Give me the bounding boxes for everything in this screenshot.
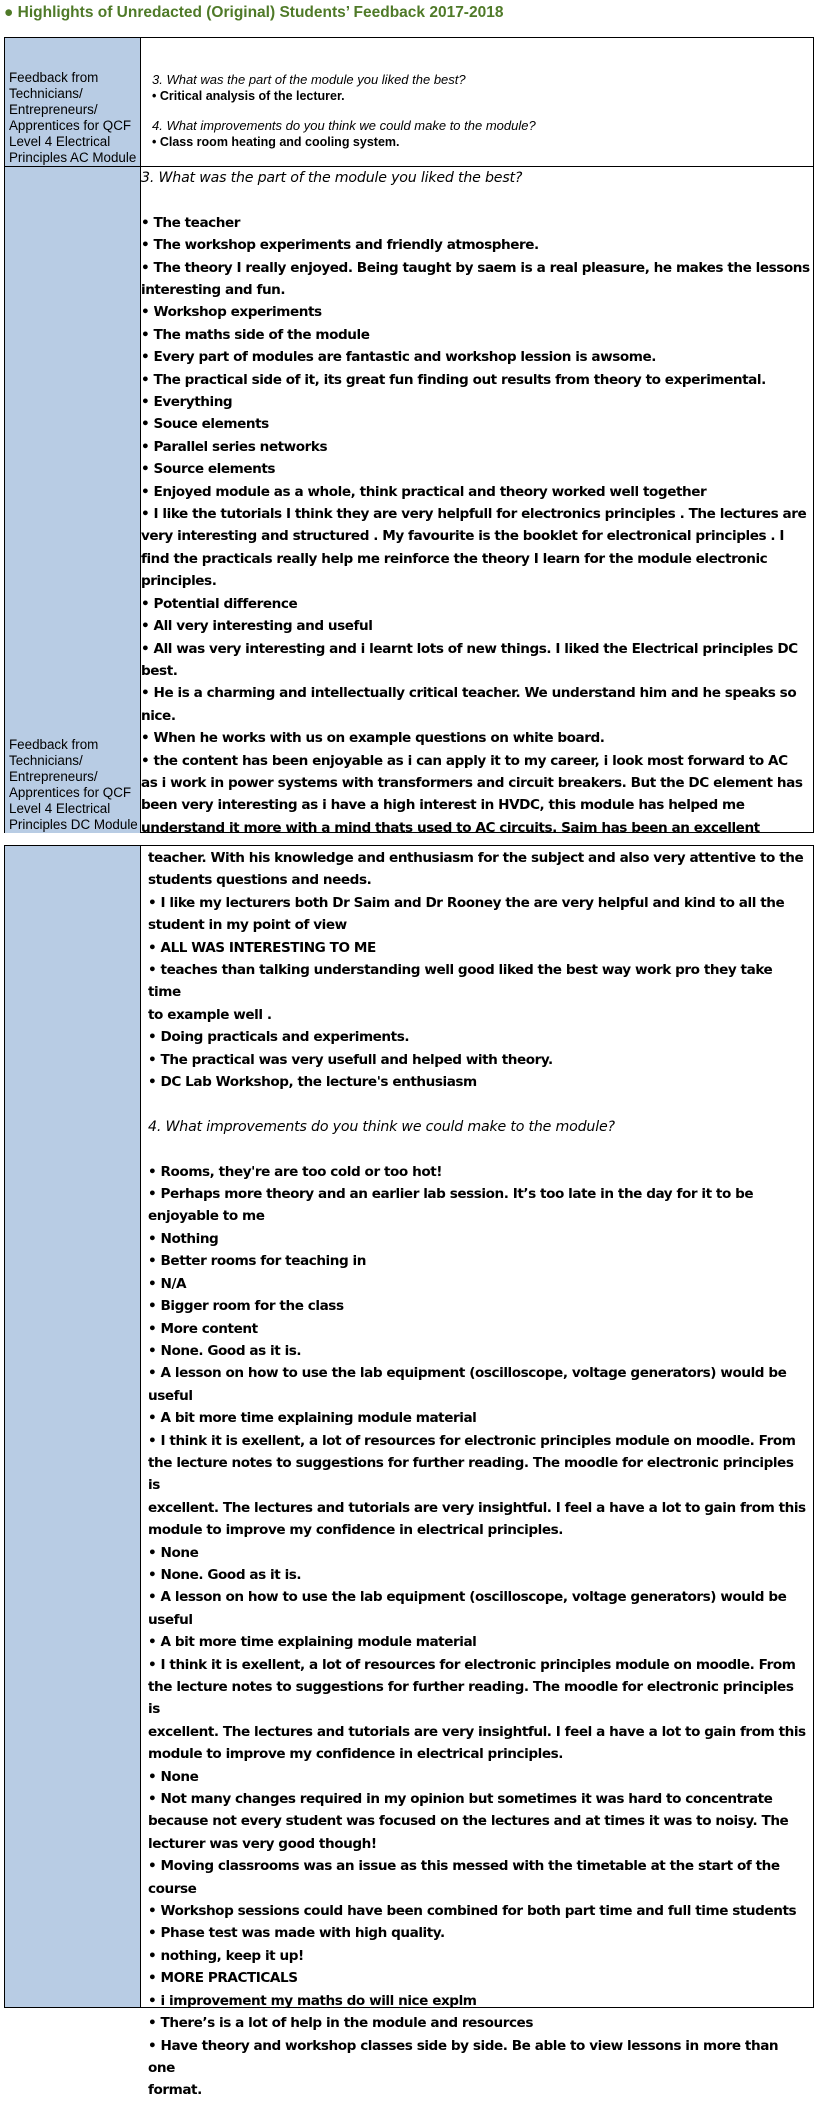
feedback-line: best. [141, 662, 178, 679]
feedback-line: • I think it is exellent, a lot of resources for electronic principles module on moodle. From [148, 1432, 796, 1449]
ac-module-row [5, 38, 813, 166]
feedback-line: • Parallel series networks [141, 438, 328, 455]
feedback-line: • Every part of modules are fantastic and workshop lession is awsome. [141, 349, 656, 366]
feedback-line: • None. Good as it is. [148, 1566, 302, 1583]
feedback-line: • I like my lecturers both Dr Saim and Dr Rooney the are very helpful and kind to all the [148, 894, 785, 911]
feedback-line: • A bit more time explaining module material [148, 1634, 477, 1651]
feedback-line: • A lesson on how to use the lab equipment (oscilloscope, voltage generators) would be [148, 1589, 787, 1606]
feedback-line: • Doing practicals and experiments. [148, 1029, 410, 1046]
page-heading: ● Highlights of Unredacted (Original) Students’ Feedback 2017-2018 [4, 4, 504, 21]
spacer [148, 1093, 809, 1115]
feedback-line: understand it more with a mind thats used to AC circuits. Saim has been an excellent [141, 819, 760, 836]
feedback-line: • ALL WAS INTERESTING TO ME [148, 939, 376, 956]
feedback-line: • He is a charming and intellectually critical teacher. We understand him and he speaks so [141, 685, 797, 702]
feedback-line: as i work in power systems with transformers and circuit breakers. But the DC element has [141, 774, 803, 791]
feedback-line: • The practical side of it, its great fun finding out results from theory to experimental. [141, 371, 766, 388]
feedback-line: • When he works with us on example questions on white board. [141, 730, 605, 747]
spacer [141, 189, 813, 211]
feedback-line: to example well . [148, 1006, 272, 1023]
feedback-line: students questions and needs. [148, 872, 372, 889]
dc-question-3: 3. What was the part of the module you liked the best? [141, 170, 523, 186]
dc-module-row [5, 166, 813, 836]
feedback-line: • teaches than talking understanding well good liked the best way work pro they take time [148, 962, 773, 1001]
feedback-line: • Workshop sessions could have been combined for both part time and full time students [148, 1903, 797, 1920]
feedback-line: • The theory I really enjoyed. Being taught by saem is a real pleasure, he makes the lessons [141, 259, 810, 276]
feedback-line: student in my point of view [148, 917, 347, 934]
ac-module-content [141, 38, 813, 166]
feedback-line: • Not many changes required in my opinion but sometimes it was hard to concentrate [148, 1791, 773, 1808]
feedback-line: because not every student was focused on the lectures and at times it was to noisy. The [148, 1813, 789, 1830]
ac-module-label-cell [5, 38, 141, 166]
feedback-line: useful [148, 1387, 193, 1404]
feedback-line: • None [148, 1768, 199, 1785]
liked-list-part-1 [141, 212, 813, 839]
feedback-line: the lecture notes to suggestions for further reading. The moodle for electronic principles is [148, 1679, 794, 1718]
ac-answer-3: • Critical analysis of the lecturer. [152, 89, 345, 103]
feedback-line: • MORE PRACTICALS [148, 1970, 298, 1987]
feedback-line: interesting and fun. [141, 282, 286, 299]
feedback-line: • N/A [148, 1275, 187, 1292]
feedback-line: • Potential difference [141, 595, 298, 612]
feedback-line: • A lesson on how to use the lab equipment (oscilloscope, voltage generators) would be [148, 1365, 787, 1382]
dc-module-continued-content [141, 846, 813, 2099]
feedback-line: • Have theory and workshop classes side by side. Be able to view lessons in more than one [148, 2037, 779, 2076]
feedback-line: • All was very interesting and i learnt lots of new things. I liked the Electrical principles DC [141, 640, 798, 657]
feedback-line: • All very interesting and useful [141, 618, 373, 635]
feedback-line: • Rooms, they're are too cold or too hot! [148, 1163, 443, 1180]
ac-question-4: 4. What improvements do you think we could make to the module? [152, 118, 536, 133]
feedback-line: • Source elements [141, 461, 276, 478]
feedback-line: the lecture notes to suggestions for further reading. The moodle for electronic principles is [148, 1454, 794, 1494]
dc-module-continued-row [5, 846, 813, 2099]
ac-answer-4: • Class room heating and cooling system. [152, 135, 400, 149]
feedback-line: • I think it is exellent, a lot of resources for electronic principles module on moodle. From [148, 1656, 796, 1673]
feedback-line: module to improve my confidence in electrical principles. [148, 1746, 563, 1763]
feedback-line: nice. [141, 707, 176, 724]
feedback-line: • the content has been enjoyable as i can apply it to my career, i look most forward to AC [141, 752, 788, 769]
improvement-list [148, 1161, 809, 2102]
feedback-line: • Enjoyed module as a whole, think practical and theory worked well together [141, 483, 707, 500]
feedback-line: excellent. The lectures and tutorials are very insightful. I feel a have a lot to gain from this [148, 1499, 806, 1516]
feedback-line: find the practicals really help me reinforce the theory I learn for the module electronic [141, 550, 768, 567]
feedback-line: • Phase test was made with high quality. [148, 1925, 445, 1942]
feedback-line: • Everything [141, 394, 233, 411]
liked-list-part-2 [148, 847, 809, 1093]
dc-question-4: 4. What improvements do you think we could make to the module? [148, 1118, 615, 1135]
feedback-line: • More content [148, 1320, 258, 1337]
feedback-table-2 [4, 845, 814, 2099]
feedback-line: format. [148, 2082, 202, 2099]
feedback-line: • I like the tutorials I think they are very helpfull for electronics principles . The lectures are [141, 506, 807, 523]
feedback-line: course [148, 1880, 197, 1897]
feedback-line: lecturer was very good though! [148, 1835, 377, 1852]
dc-module-label-cell [5, 167, 141, 833]
feedback-line: • nothing, keep it up! [148, 1947, 304, 1964]
feedback-line: • Moving classrooms was an issue as this messed with the timetable at the start of the [148, 1858, 780, 1875]
ac-question-3: 3. What was the part of the module you liked the best? [152, 72, 466, 87]
feedback-line: • i improvement my maths do will nice explm [148, 1992, 477, 2009]
spacer [148, 1138, 809, 1160]
feedback-line: • Souce elements [141, 416, 269, 433]
feedback-line: enjoyable to me [148, 1208, 265, 1225]
feedback-line: • The maths side of the module [141, 326, 370, 343]
dc-module-label: Feedback from Technicians/ Entrepreneurs/ Apprentices for QCF Level 4 Electrical Principles DC Module [9, 737, 138, 832]
feedback-line: • Bigger room for the class [148, 1298, 344, 1315]
feedback-line: been very interesting as i have a high interest in HVDC, this module has helped me [141, 797, 745, 814]
feedback-line: • Better rooms for teaching in [148, 1253, 366, 1270]
dc-module-content [141, 167, 813, 836]
feedback-line: • Workshop experiments [141, 304, 322, 321]
feedback-line: • A bit more time explaining module material [148, 1410, 477, 1427]
ac-module-label: Feedback from Technicians/ Entrepreneurs/ Apprentices for QCF Level 4 Electrical Principles AC Module [9, 70, 137, 165]
feedback-line: • The workshop experiments and friendly atmosphere. [141, 237, 539, 254]
feedback-line: • The practical was very usefull and helped with theory. [148, 1051, 553, 1068]
feedback-line: • The teacher [141, 214, 241, 231]
feedback-line: very interesting and structured . My favourite is the booklet for electronical principles . I [141, 528, 784, 545]
feedback-line: • Nothing [148, 1230, 219, 1247]
feedback-line: • There’s is a lot of help in the module and resources [148, 2015, 533, 2032]
feedback-line: • None [148, 1544, 199, 1561]
dc-module-continued-label-cell [5, 846, 141, 2007]
feedback-line: • Perhaps more theory and an earlier lab session. It’s too late in the day for it to be [148, 1186, 754, 1203]
feedback-line: module to improve my confidence in electrical principles. [148, 1522, 563, 1539]
feedback-line: excellent. The lectures and tutorials are very insightful. I feel a have a lot to gain from this [148, 1723, 806, 1740]
feedback-line: • None. Good as it is. [148, 1342, 302, 1359]
feedback-line: • DC Lab Workshop, the lecture's enthusiasm [148, 1074, 477, 1091]
feedback-line: teacher. With his knowledge and enthusiasm for the subject and also very attentive to the [148, 850, 804, 866]
feedback-line: useful [148, 1611, 193, 1628]
feedback-line: principles. [141, 573, 217, 590]
feedback-table-1 [4, 37, 814, 836]
